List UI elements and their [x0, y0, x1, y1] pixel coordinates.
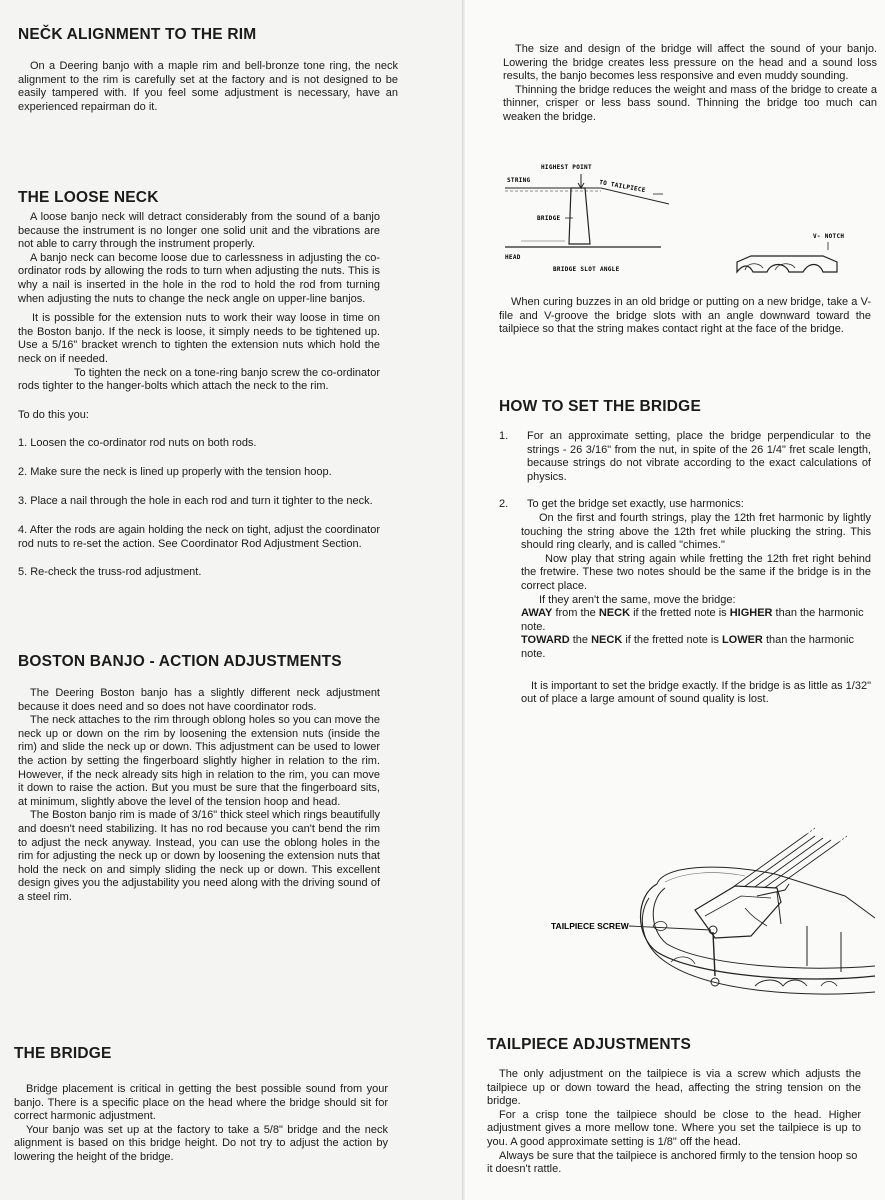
boston-p2: The neck attaches to the rim through oblong holes so you can move the neck up or down on the rim by loosening the extension nuts (inside the rim) and slide the neck up or down. This adjustment can be used to lower the action by setting the fingerboard slightly higher in relation to the rim. However, if the neck already sits high in relation to the rim, you can move it down to raise the action. But you must be sure that the fingerboard sits, at minimum, slightly above the level of the tension hoop and head.	[18, 714, 380, 808]
boston-p3: The Boston banjo rim is made of 3/16" thick steel which rings beautifully and doesn't need stabilizing. It has no rod because you can't bend the rim to adjust the neck anyway. Instead, you can use the oblong holes in the rim for adjusting the neck up or down by loosening the extension nuts that hold the neck on and simply sliding the neck up or down. This excellent design gives you the adjustability you need along with the driving sound of a steel rim.	[18, 809, 380, 903]
label-bridge-slot-angle: BRIDGE SLOT ANGLE	[553, 266, 620, 273]
buzz-section	[499, 296, 871, 337]
label-highest-point: HIGHEST POINT	[541, 164, 592, 171]
set-bridge-important: It is important to set the bridge exactly. If the bridge is as little as 1/32" out of place a large amount of sound quality is lost.	[521, 679, 871, 706]
toward-word: TOWARD	[521, 634, 570, 647]
boston-section	[18, 653, 380, 905]
bridge-slot-diagram	[501, 158, 881, 288]
loose-neck-step-5: 5. Re-check the truss-rod adjustment.	[18, 566, 202, 579]
boston-p1: The Deering Boston banjo has a slightly different neck adjustment because it does need and so does not have coordinator rods.	[18, 687, 380, 713]
tailpiece-p2: For a crisp tone the tailpiece should be close to the head. Higher adjustment gives a more mellow tone. Where you set the tailpiece is up to you. A good approximate setting is 1/8" off the head.	[487, 1108, 861, 1148]
label-v-notch: V- NOTCH	[813, 233, 845, 240]
bridge-section	[14, 1045, 388, 1165]
bridge-p2: Your banjo was set up at the factory to take a 5/8" bridge and the neck alignment is based on this bridge height. Do not try to adjust the action by lowering the height of the bridge.	[14, 1123, 388, 1163]
buzz-paragraph: When curing buzzes in an old bridge or putting on a new bridge, take a V-file and V-groove the bridge slots with an angle downward toward the tailpiece so that the string makes contact right at the face of the bridge.	[499, 296, 871, 336]
tailpiece-screw-label: TAILPIECE SCREW	[551, 921, 629, 931]
away-condition: if the fretted note is	[630, 607, 730, 620]
neck-alignment-body: On a Deering banjo with a maple rim and bell-bronze tone ring, the neck alignment to the rim is carefully set at the factory and is not designed to be easily tampered with. If you feel some adjustment is necessary, have an experienced repairman do it.	[18, 60, 398, 113]
hoop-ornament-scroll	[755, 980, 807, 986]
set-bridge-section	[499, 398, 871, 707]
step-2-intro: To get the bridge set exactly, use harmonics:	[527, 498, 744, 511]
tailpiece-heading: TAILPIECE ADJUSTMENTS	[487, 1036, 691, 1053]
label-head: HEAD	[505, 254, 521, 261]
loose-neck-p3: It is possible for the extension nuts to work their way loose in time on the Boston banjo. If the neck is loose, it simply needs to be tightened up. Use a 5/16" bracket wrench to tighten the extension nuts which hold the neck on if needed.	[18, 312, 380, 365]
toward-the: the	[569, 634, 592, 647]
bridge-heading: THE BRIDGE	[14, 1045, 112, 1062]
loose-neck-step-3: 3. Place a nail through the hole in each rod and turn it tighter to the neck.	[18, 494, 373, 507]
step-2-away	[521, 607, 871, 634]
bridge-size-p1: The size and design of the bridge will affect the sound of your banjo. Lowering the bridge creates less pressure on the head and a sound loss results, the banjo becomes less responsive and even muddy sounding.	[503, 43, 877, 83]
away-neck: NECK	[598, 607, 631, 620]
label-bridge: BRIDGE	[537, 215, 561, 222]
step-2-harmonic: On the first and fourth strings, play the 12th fret harmonic by lightly touching the string above the 12th fret while plucking the string. This should ring clearly, and is called "chimes."	[521, 511, 871, 552]
step-2-fretted: Now play that string again while fretting the 12th fret right behind the fretwire. These two notes should be the same if the bridge is in the correct place.	[521, 552, 871, 592]
loose-neck-intro: To do this you:	[18, 408, 89, 421]
tailpiece-section	[487, 1036, 861, 1177]
toward-neck: NECK	[591, 634, 623, 647]
loose-neck-p1: A loose banjo neck will detract considerably from the sound of a banjo because the instrument is no longer one solid unit and the vibrations are not able to carry through the instrument properly.	[18, 211, 380, 251]
step-1-number: 1.	[499, 430, 509, 442]
neck-alignment-heading: NEČK ALIGNMENT TO THE RIM	[18, 26, 257, 43]
away-tail: than the harmonic note.	[521, 607, 864, 633]
tailpiece-p1: The only adjustment on the tailpiece is via a screw which adjusts the tailpiece up or down toward the head, affecting the string tension on the bridge.	[487, 1068, 861, 1108]
bridge-p1: Bridge placement is critical in getting the best possible sound from your banjo. There is a specific place on the head where the bridge should sit for correct harmonic adjustment.	[14, 1083, 388, 1123]
toward-condition: if the fretted note is	[622, 634, 722, 647]
label-to-tailpiece: TO TAILPIECE	[598, 179, 647, 195]
step-2-number: 2.	[499, 498, 509, 511]
step-2-move: If they aren't the same, move the bridge:	[539, 593, 736, 606]
head-shade	[665, 873, 745, 882]
step-1-text: For an approximate setting, place the bridge perpendicular to the strings - 26 3/16" from the nut, in spite of the 26 1/4" fret scale length, because strings do not vibrate according to the exact calculations of physics.	[527, 430, 871, 483]
set-bridge-step-1	[499, 430, 871, 484]
step-2-toward	[521, 634, 871, 661]
set-bridge-step-2	[499, 498, 871, 512]
tailpiece-illustration	[545, 826, 879, 1006]
label-string: STRING	[507, 177, 531, 184]
loose-neck-p2: A banjo neck can become loose due to carlessness in adjusting the co-ordinator rods by allowing the rods to turn when adjusting the nuts. This is why a nail is inserted in the hole in the rod to hold the rod from turning when adjusting the nuts to change the neck angle on upper-line banjos.	[18, 251, 380, 305]
loose-neck-step-1: 1. Loosen the co-ordinator rod nuts on both rods.	[18, 437, 257, 450]
loose-neck-step-4: 4. After the rods are again holding the neck on tight, adjust the coordinator rod nuts to re-set the action. See Coordinator Rod Adjustment Section.	[18, 524, 380, 550]
tailpiece-p3: Always be sure that the tailpiece is anchored firmly to the tension hoop so it doesn't rattle.	[487, 1149, 858, 1176]
loose-neck-section	[18, 189, 380, 580]
away-word: AWAY	[521, 607, 553, 620]
diagram-bridge-shape	[569, 188, 590, 244]
neck-alignment-section	[18, 26, 398, 114]
string-tail-1	[807, 828, 815, 834]
away-from: from the	[552, 607, 599, 620]
loose-neck-heading: THE LOOSE NECK	[18, 189, 159, 206]
loose-neck-p4: To tighten the neck on a tone-ring banjo screw the co-ordinator rods tighter to the hanger-bolts which attach the neck to the rim.	[18, 366, 380, 393]
away-higher: HIGHER	[729, 607, 773, 620]
set-bridge-step-2-detail	[499, 512, 871, 662]
set-bridge-heading: HOW TO SET THE BRIDGE	[499, 398, 701, 415]
bridge-continued-section	[503, 43, 877, 125]
boston-heading: BOSTON BANJO - ACTION ADJUSTMENTS	[18, 653, 342, 670]
string-tail-5	[839, 836, 847, 842]
right-page	[465, 0, 885, 1200]
toward-tail: than the harmonic note.	[521, 634, 855, 660]
loose-neck-step-2: 2. Make sure the neck is lined up properly with the tension hoop.	[18, 465, 332, 478]
toward-lower: LOWER	[721, 634, 763, 647]
bridge-size-p2: Thinning the bridge reduces the weight and mass of the bridge to create a thinner, crisper or less bass sound. Thinning the bridge too much can weaken the bridge.	[503, 83, 877, 123]
hoop-ornament-right	[821, 982, 837, 987]
